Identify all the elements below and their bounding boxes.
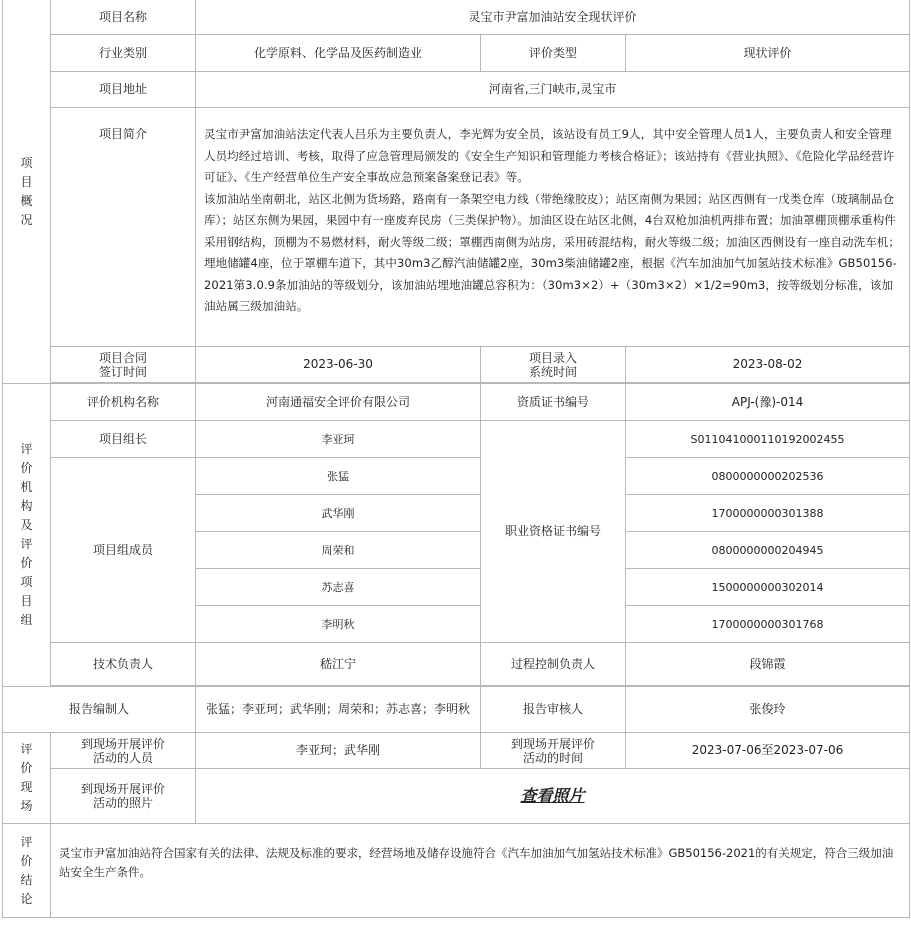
member-cert: 1700000000301388 bbox=[626, 495, 910, 532]
process-lead: 段锦霞 bbox=[626, 643, 910, 686]
evaluation-info-table bbox=[2, 0, 910, 918]
view-photos-link[interactable]: 查看照片 bbox=[520, 785, 585, 805]
member-name: 苏志喜 bbox=[196, 569, 481, 606]
industry-label: 行业类别 bbox=[51, 35, 196, 72]
tech-lead-label: 技术负责人 bbox=[51, 643, 196, 686]
member-cert: 1700000000301768 bbox=[626, 606, 910, 643]
leader-cert: S011041000110192002455 bbox=[626, 421, 910, 458]
section-label-site: 评 价 现 场 bbox=[3, 733, 51, 824]
authors: 张猛；李亚珂；武华刚；周荣和；苏志喜；李明秋 bbox=[196, 687, 481, 733]
address-value: 河南省,三门峡市,灵宝市 bbox=[196, 72, 910, 108]
member-name: 周荣和 bbox=[196, 532, 481, 569]
qualification-label: 职业资格证书编号 bbox=[481, 421, 626, 643]
agency-label: 评价机构名称 bbox=[51, 384, 196, 421]
member-cert: 1500000000302014 bbox=[626, 569, 910, 606]
process-lead-label: 过程控制负责人 bbox=[481, 643, 626, 686]
cert-label: 资质证书编号 bbox=[481, 384, 626, 421]
leader-name: 李亚珂 bbox=[196, 421, 481, 458]
contract-date: 2023-06-30 bbox=[196, 347, 481, 383]
section-label-conclusion: 评 价 结 论 bbox=[3, 824, 51, 918]
site-people: 李亚珂；武华刚 bbox=[196, 733, 481, 769]
intro-label: 项目简介 bbox=[51, 108, 196, 347]
agency-value: 河南通福安全评价有限公司 bbox=[196, 384, 481, 421]
site-photo-label: 到现场开展评价 活动的照片 bbox=[51, 769, 196, 824]
reviewer-label: 报告审核人 bbox=[481, 687, 626, 733]
entry-date-label: 项目录入 系统时间 bbox=[481, 347, 626, 383]
reviewer: 张俊玲 bbox=[626, 687, 910, 733]
member-name: 张猛 bbox=[196, 458, 481, 495]
member-name: 李明秋 bbox=[196, 606, 481, 643]
intro-paragraph: 该加油站坐南朝北，站区北侧为货场路，路南有一条架空电力线（带绝缘胶皮）；站区南侧为果园；站区西侧有一戊类仓库（玻璃制品仓库）；站区东侧为果园，果园中有一座废弃民房（三类保护物）。加油区设在站区北侧，4台双枪加油机两排布置；加油罩棚顶棚承重构件采用钢结构，顶棚为不易燃材料，耐火等级二级；罩棚西南侧为站房，采用砖混结构，耐火等级二级；加油区西侧设有一座自动洗车机；埋地储罐4座，位于罩棚车道下，其中30m3乙醇汽油储罐2座，30m3柴油储罐2座，根据《汽车加油加气加氢站技术标准》GB50156-2021第3.0.9条加油站的等级划分，该加油站埋地油罐总容积为：（30m3×2）+（30m3×2）×1/2=90m3，按等级划分标准，该加油站属三级加油站。 bbox=[204, 191, 900, 313]
section-label-org: 评 价 机 构 及 评 价 项 目 组 bbox=[3, 384, 51, 687]
eval-type-label: 评价类型 bbox=[481, 35, 626, 72]
author-label: 报告编制人 bbox=[3, 687, 196, 733]
member-cert: 0800000000202536 bbox=[626, 458, 910, 495]
site-time: 2023-07-06至2023-07-06 bbox=[626, 733, 910, 769]
contract-date-label: 项目合同 签订时间 bbox=[51, 347, 196, 383]
leader-label: 项目组长 bbox=[51, 421, 196, 458]
industry-value: 化学原料、化学品及医药制造业 bbox=[196, 35, 481, 72]
project-intro bbox=[196, 108, 910, 347]
tech-lead: 嵇江宁 bbox=[196, 643, 481, 686]
eval-type-value: 现状评价 bbox=[626, 35, 910, 72]
members-label: 项目组成员 bbox=[51, 458, 196, 643]
site-people-label: 到现场开展评价 活动的人员 bbox=[51, 733, 196, 769]
intro-paragraph: 灵宝市尹富加油站法定代表人吕乐为主要负责人，李光辉为安全员，该站设有员工9人，其中安全管理人员1人，主要负责人和安全管理人员均经过培训、考核，取得了应急管理局颁发的《安全生产知识和管理能力考核合格证》；该站持有《营业执照》、《危险化学品经营许可证》、《生产经营单位生产安全事故应急预案备案登记表》等。 bbox=[204, 127, 895, 184]
section-label-overview: 项 目 概 况 bbox=[3, 0, 51, 384]
member-name: 武华刚 bbox=[196, 495, 481, 532]
conclusion-text: 灵宝市尹富加油站符合国家有关的法律、法规及标准的要求，经营场地及储存设施符合《汽车加油加气加氢站技术标准》GB50156-2021的有关规定，符合三级加油站安全生产条件。 bbox=[51, 824, 910, 918]
site-time-label: 到现场开展评价 活动的时间 bbox=[481, 733, 626, 769]
entry-date: 2023-08-02 bbox=[626, 347, 910, 383]
project-name: 灵宝市尹富加油站安全现状评价 bbox=[196, 0, 910, 35]
member-cert: 0800000000204945 bbox=[626, 532, 910, 569]
address-label: 项目地址 bbox=[51, 72, 196, 108]
cert-value: APJ-(豫)-014 bbox=[626, 384, 910, 421]
project-name-label: 项目名称 bbox=[51, 0, 196, 35]
site-photo-cell bbox=[196, 769, 910, 824]
